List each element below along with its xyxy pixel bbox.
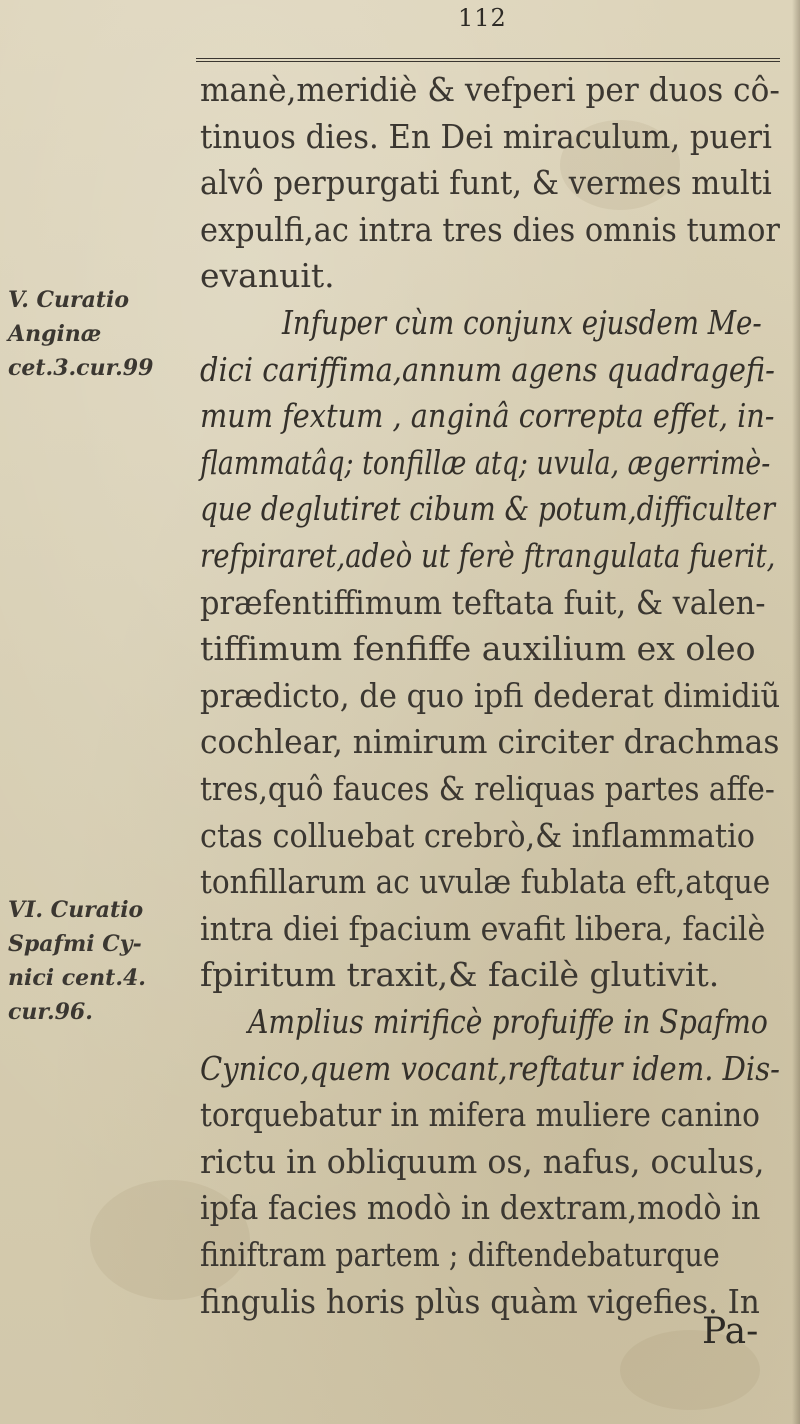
marginal-note-2 — [8, 893, 178, 1029]
marginal-note-line: VI. Curatio — [8, 897, 144, 923]
catchword: Pa- — [702, 1311, 759, 1352]
text-line: Cynico,quem vocant,reftatur idem. Dis- — [200, 1048, 780, 1088]
text-line: fpiritum traxit,& facilè glutivit. — [200, 955, 720, 995]
marginal-note-line: nici cent.4. — [8, 965, 146, 991]
page-edge-shadow — [792, 0, 800, 1424]
text-line: evanuit. — [200, 256, 335, 296]
text-line: alvô perpurgati funt, & vermes multi — [200, 163, 772, 203]
page-number: 112 — [458, 4, 507, 32]
text-line: tres,quô fauces & reliquas partes affe- — [200, 769, 775, 808]
text-line: intra diei fpacium evafit libera, facilè — [200, 908, 766, 948]
text-line: cochlear, nimirum circiter drachmas — [200, 722, 780, 762]
marginal-note-line: cet.3.cur.99 — [8, 355, 154, 381]
text-line: flammatâq; tonfillæ atq; uvula, ægerrimè- — [200, 442, 771, 482]
text-line: manè,meridiè & vefperi per duos cô- — [200, 70, 780, 109]
text-line: fingulis horis plùs quàm vigefies. In — [200, 1281, 760, 1321]
text-line: refpiraret,adeò ut ferè ftrangulata fuerit, — [200, 536, 776, 575]
text-line: tiffimum fenfiffe auxilium ex oleo — [200, 629, 756, 669]
text-line: expulfi,ac intra tres dies omnis tumor — [200, 209, 780, 249]
marginal-note-line: Spafmi Cy- — [8, 931, 142, 957]
text-line: tonfillarum ac uvulæ fublata eft,atque — [200, 862, 771, 902]
text-line: ipfa facies modò in dextram,modò in — [200, 1188, 761, 1228]
text-line: torquebatur in mifera muliere canino — [200, 1095, 760, 1135]
marginal-note-1 — [8, 283, 178, 385]
text-line: rictu in obliquum os, nafus, oculus, — [200, 1141, 765, 1181]
marginal-note-line: V. Curatio — [8, 287, 130, 313]
text-line: Amplius mirificè profuiffe in Spafmo — [248, 1002, 768, 1041]
text-line: præfentiffimum teftata fuit, & valen- — [200, 582, 766, 622]
text-line: prædicto, de quo ipfi dederat dimidiũ — [200, 675, 781, 715]
text-line: tinuos dies. En Dei miraculum, pueri — [200, 116, 772, 156]
marginal-note-line: Anginæ — [8, 321, 102, 347]
text-line: que deglutiret cibum & potum,difficulter — [200, 489, 775, 529]
header-rule — [196, 58, 780, 62]
text-line: finiftram partem ; diftendebaturque — [200, 1235, 720, 1274]
text-line: Infuper cùm conjunx ejusdem Me- — [282, 303, 762, 342]
text-line: dici cariffima,annum agens quadragefi- — [200, 349, 775, 389]
marginal-note-line: cur.96. — [8, 999, 93, 1025]
text-line: ctas colluebat crebrò,& inflammatio — [200, 815, 756, 855]
text-line: mum fextum , anginâ correpta effet, in- — [200, 396, 775, 436]
